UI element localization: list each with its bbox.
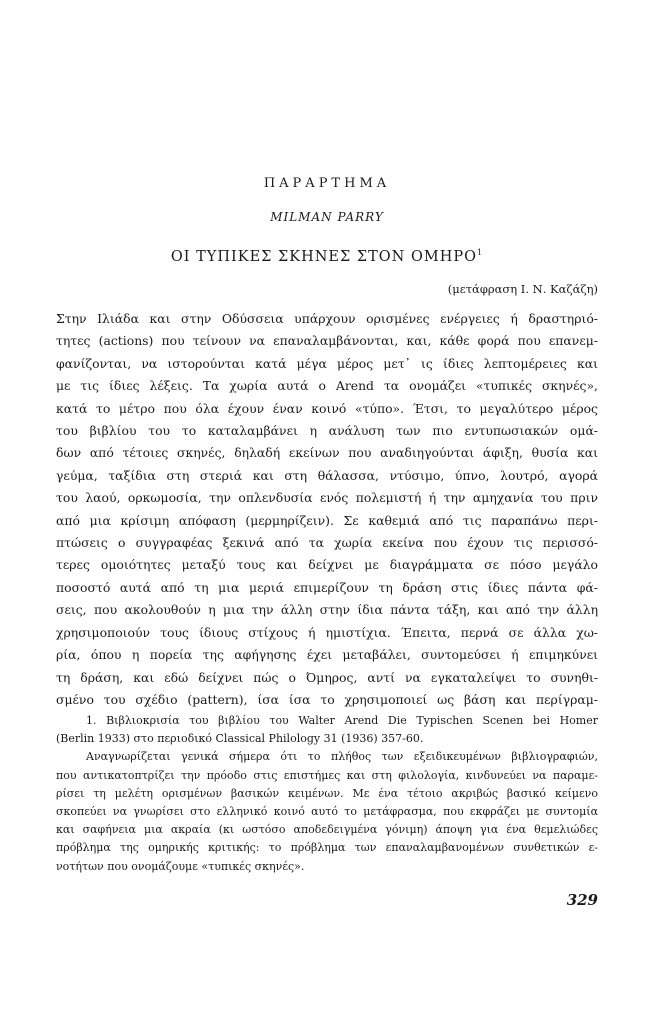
text-line: από μια κρίσιμη απόφαση (μερμηρίζειν). Σε καθεμιά από τις παραπάνω περι- xyxy=(56,512,598,528)
text-line: τη δράση, και εδώ δείχνει πώς ο Όμηρος, αντί να εγκαταλείψει το συνηθι- xyxy=(56,669,598,685)
footnote-line: σκοπεύει να γνωρίσει στο ελληνικό κοινό αυτό το μετάφρασμα, που εκφράζει με συντομία xyxy=(56,805,598,819)
footnote-line: ρίσει τη μελέτη ορισμένων βασικών κειμένων. Με ένα τέτοιο ακριβώς βασικό κείμενο xyxy=(56,786,598,800)
article-title xyxy=(0,248,654,265)
text-line: φανίζονται, να ιστορούνται κατά μέγα μέρος μετ᾽ ις ίδιες λεπτομέρειες και xyxy=(56,355,598,371)
text-line: ποσοστό αυτά από τη μια μεριά επιμερίζουν τη δράση στις ίδιες πάντα φά- xyxy=(56,579,598,595)
section-label: ΠΑΡΑΡΤΗΜΑ xyxy=(263,176,391,191)
footnote-line: και σαφήνεια μια ακραία (κι ωστόσο αποδεδειγμένα γόνιμη) άποψη για ένα θεμελιώδες xyxy=(56,823,598,837)
text-line: τερες ομοιότητες μεταξύ τους και δείχνει με διαγράμματα σε πόσο μεγάλο xyxy=(56,557,598,573)
footnote-line: νοτήτων που ονομάζουμε «τυπικές σκηνές». xyxy=(56,859,305,873)
text-line: Στην Ιλιάδα και στην Οδύσσεια υπάρχουν ορισμένες ενέργειες ή δραστηριό- xyxy=(56,311,598,326)
footnote-block xyxy=(56,712,598,876)
text-line: του βιβλίου του το καταλαμβάνει η ανάλυση των πιο εντυπωσιακών ομά- xyxy=(56,423,598,439)
text-line: δων από τέτοιες σκηνές, δηλαδή εκείνων που αναδιηγούνται άφιξη, θυσία και xyxy=(56,445,598,461)
footnote-line: πρόβλημα της ομηρικής κριτικής: το πρόβλημα των επαναλαμβανομένων συνθετικών ε- xyxy=(56,841,598,855)
text-line: χρησιμοποιούν τους ίδιους στίχους ή ημιστίχια. Έπειτα, περνά σε άλλα χω- xyxy=(56,624,598,640)
footnote-line: που αντικατοπτρίζει την πρόοδο στις επιστήμες και στη φιλολογία, κινδυνεύει να παραμε- xyxy=(56,768,598,782)
page-number: 329 xyxy=(566,891,598,909)
footnote-line: (Berlin 1933) στο περιοδικό Classical Philology 31 (1936) 357-60. xyxy=(56,732,424,746)
footnote-line: 1. Βιβλιοκρισία του βιβλίου του Walter Arend Die Typischen Scenen bei Homer xyxy=(86,714,598,727)
text-line: με τις ίδιες λέξεις. Τα χωρία αυτά ο Arend τα ονομάζει «τυπικές σκηνές», xyxy=(56,378,598,394)
footnote-marker: 1 xyxy=(477,248,484,257)
author-name: MILMAN PARRY xyxy=(270,210,384,224)
text-line: πτώσεις ο συγγραφέας ξεκινά από τα χωρία εκείνα που έχουν τις περισσό- xyxy=(56,535,598,551)
text-line: τητες (actions) που τείνουν να επαναλαμβάνονται, και, κάθε φορά που επανεμ- xyxy=(56,333,598,349)
text-line: σμένο του σχέδιο (pattern), ίσα ίσα το χρησιμοποιεί ως βάση και περίγραμ- xyxy=(56,691,598,707)
text-line: σεις, που ακολουθούν η μια την άλλη στην ίδια πάντα τάξη, και από την άλλη xyxy=(56,602,598,618)
footnote-line: Αναγνωρίζεται γενικά σήμερα ότι το πλήθος των εξειδικευμένων βιβλιογραφιών, xyxy=(86,750,598,764)
text-line: ρία, όπου η πορεία της αφήγησης έχει μεταβάλει, συντομεύσει ή επιμηκύνει xyxy=(56,647,598,663)
text-line: γεύμα, ταξίδια στη στεριά και στη θάλασσα, ντύσιμο, ύπνο, λουτρό, αγορά xyxy=(56,467,598,483)
text-line: κατά το μέτρο που όλα έχουν έναν κοινό «τύπο». Έτσι, το μεγαλύτερο μέρος xyxy=(56,400,598,416)
title-text: ΟΙ ΤΥΠΙΚΕΣ ΣΚΗΝΕΣ ΣΤΟΝ ΟΜΗΡΟ xyxy=(170,248,478,265)
main-text xyxy=(56,308,598,711)
translator-credit: (μετάφραση Ι. Ν. Καζάζη) xyxy=(447,282,598,296)
text-line: του λαού, ορκωμοσία, την οπλενδυσία ενός πολεμιστή ή την αμηχανία του πριν xyxy=(56,490,598,506)
